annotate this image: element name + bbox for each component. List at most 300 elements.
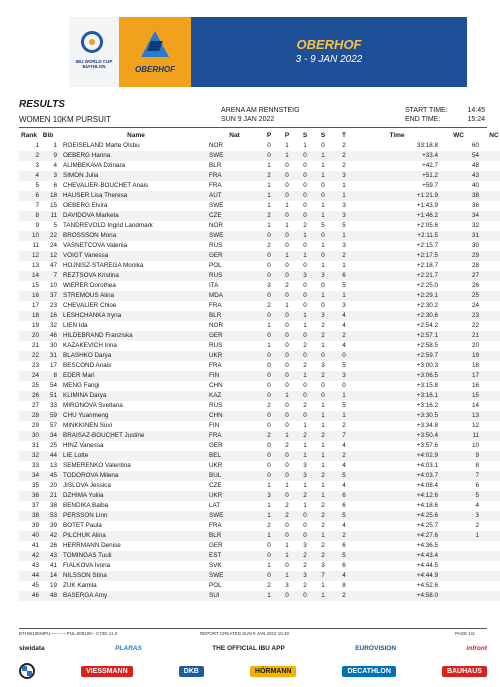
cell-s1: 0 [303,382,307,389]
cell-bib: 33 [49,402,57,409]
cell-p2: 1 [285,302,289,309]
cell-s1: 0 [296,351,314,361]
cell-rank: 16 [19,291,39,301]
sponsor-viessmann: VIESSMANN [81,666,133,677]
cell-name: MENG Fangi [63,382,100,389]
cell-wc [438,591,479,601]
table-row [19,351,500,361]
footer-code: BTHW10KMPU-----------FNL-000100-- C73D v1.0 [19,631,118,636]
cell-nat: BLR [209,162,222,169]
cell-nat: FIN [209,371,260,381]
sponsor-dkb: DKB [179,666,204,677]
table-row [19,421,500,431]
cell-bib: 14 [39,571,60,581]
cell-nc [479,431,500,441]
cell-bib: 32 [49,322,57,329]
cell-total: 2 [332,451,356,461]
cell-p2: 0 [285,162,289,169]
table-row [19,381,500,391]
cell-nc [479,141,500,151]
cell-rank: 26 [19,391,39,401]
cell-nc [479,461,500,471]
cell-wc: 22 [471,322,479,329]
cell-total: 4 [342,522,346,529]
cell-nc [479,471,500,481]
cell-p1: 2 [267,302,271,309]
cell-total: 6 [342,562,346,569]
cell-wc: 27 [438,271,479,281]
cell-nat: AUT [209,191,260,201]
col-p1: P [266,132,272,139]
cell-time: +2:15.7 [416,242,438,249]
cell-s2: 2 [314,371,332,381]
cell-p2: 0 [278,531,296,541]
cell-nc [479,591,500,601]
cell-nat: RUS [209,402,223,409]
cell-total: 3 [332,371,356,381]
cell-nc [479,271,500,281]
cell-nc [479,481,500,491]
cell-s1: 1 [296,371,314,381]
cell-s2: 1 [314,211,332,221]
cell-s1: 0 [296,151,314,161]
end-time-label: END TIME: [405,116,441,123]
cell-s1: 2 [303,222,307,229]
cell-s2: 2 [314,431,332,441]
cell-rank: 28 [19,411,39,421]
cell-p1: 0 [267,142,271,149]
cell-wc: 13 [438,411,479,421]
table-row [19,301,500,311]
cell-bib: 3 [39,171,60,181]
time-block [405,106,485,124]
cell-p2: 0 [278,271,296,281]
cell-p2: 1 [278,431,296,441]
cell-s2: 3 [314,271,332,281]
cell-bib: 16 [39,311,60,321]
cell-total: 5 [332,471,356,481]
cell-total: 5 [342,402,346,409]
cell-wc: 16 [471,382,479,389]
cell-rank: 46 [19,591,39,601]
cell-time: +2:30.2 [416,302,438,309]
cell-p1: 1 [267,322,271,329]
cell-total: 6 [332,271,356,281]
cell-p1: 1 [267,502,271,509]
oberhof-mark-icon [141,31,169,57]
cell-p2: 0 [285,182,289,189]
cell-s2: 1 [321,342,325,349]
cell-total: 4 [332,311,356,321]
cell-rank: 3 [35,162,39,169]
cell-p1: 0 [260,291,278,301]
table-row [19,311,500,321]
cell-wc: 38 [438,191,479,201]
cell-total: 2 [342,162,346,169]
cell-bib: 31 [39,351,60,361]
cell-p1: 1 [267,202,271,209]
table-row [19,461,500,471]
table-row [19,391,500,401]
cell-rank: 9 [35,222,39,229]
cell-wc: 29 [438,251,479,261]
col-bib: Bib [42,132,54,139]
cell-bib: 48 [39,591,60,601]
footer-report: REPORT CREATED SUN 9 JAN 2022 15:40 [200,631,290,636]
cell-bib: 12 [39,251,60,261]
cell-bib: 30 [49,342,57,349]
cell-nat: SWE [209,202,224,209]
cell-nc [479,411,500,421]
cell-p1: 0 [267,362,271,369]
cell-time: +2:25.0 [416,282,438,289]
cell-p2: 0 [285,362,289,369]
oberhof-logo-text: OBERHOF [135,65,175,74]
cell-p1: 0 [260,231,278,241]
cell-rank: 21 [31,342,39,349]
cell-wc: 2 [475,522,479,529]
cell-s1: 0 [303,262,307,269]
cell-nc [479,511,500,521]
cell-s1: 0 [296,591,314,601]
cell-rank: 43 [31,562,39,569]
oberhof-logo [119,17,191,87]
cell-s1: 2 [303,562,307,569]
cell-wc: 5 [438,491,479,501]
cell-nc [479,241,500,251]
cell-p1: 2 [267,582,271,589]
cell-s1: 2 [303,362,307,369]
cell-nc [479,541,500,551]
cell-bib: 53 [39,511,60,521]
cell-s1: 2 [296,491,314,501]
cell-time: +33.4 [356,151,438,161]
cell-nc [479,521,500,531]
cell-p2: 0 [278,471,296,481]
cell-nat: ITA [209,282,219,289]
cell-p1: 0 [260,331,278,341]
cell-bib: 44 [39,451,60,461]
table-row [19,171,500,181]
sponsor-plaras: PLARAS [115,644,142,652]
cell-wc: 40 [471,182,479,189]
cell-total: 3 [342,302,346,309]
cell-s2: 1 [314,411,332,421]
cell-time: +3:00.3 [416,362,438,369]
cell-time: +4:25.6 [356,511,438,521]
cell-rank: 31 [31,442,39,449]
cell-wc: 21 [438,331,479,341]
sponsor-row-1 [19,640,487,656]
cell-rank: 32 [19,451,39,461]
table-row [19,371,500,381]
cell-s2: 0 [314,231,332,241]
cell-nat: FRA [209,362,222,369]
table-row [19,561,500,571]
cell-p2: 0 [278,411,296,421]
cell-p1: 0 [267,462,271,469]
cell-time: +3:16.1 [356,391,438,401]
cell-s2: 3 [314,311,332,321]
cell-s1: 1 [303,502,307,509]
cell-rank: 40 [19,531,39,541]
cell-p2: 1 [285,142,289,149]
cell-p2: 0 [278,211,296,221]
cell-time: +2:59.7 [356,351,438,361]
cell-p2: 0 [285,522,289,529]
cell-nc [479,201,500,211]
cell-total: 4 [342,462,346,469]
cell-p1: 3 [267,282,271,289]
cell-rank: 11 [32,242,39,249]
cell-nat: MDA [209,291,260,301]
cell-s2: 1 [321,482,325,489]
cell-rank: 34 [19,471,39,481]
cell-p2: 0 [278,191,296,201]
cell-wc: 25 [438,291,479,301]
cell-p1: 2 [260,431,278,441]
cell-wc: 36 [471,202,479,209]
cell-wc: 9 [438,451,479,461]
cell-time: +1:21.9 [356,191,438,201]
cell-rank: 25 [31,382,39,389]
cell-nat: FRA [209,302,222,309]
cell-p2: 1 [285,222,289,229]
cell-name: VASNETCOVA Valeriia [63,242,128,249]
cell-rank: 1 [35,142,39,149]
cell-s2: 1 [314,591,332,601]
cell-bib: 57 [49,422,57,429]
cell-p1: 1 [267,182,271,189]
cell-rank: 38 [19,511,39,521]
cell-s2: 1 [321,162,325,169]
cell-s2: 0 [314,391,332,401]
cell-p1: 0 [260,471,278,481]
cell-rank: 27 [31,402,39,409]
cell-p2: 0 [278,591,296,601]
cell-wc: 11 [438,431,479,441]
cell-name: VOIGT Vanessa [60,251,209,261]
cell-p2: 1 [278,551,296,561]
cell-time: +3:57.6 [416,442,438,449]
cell-total: 4 [342,442,346,449]
cell-s2: 5 [321,222,325,229]
cell-wc: 3 [438,511,479,521]
cell-total: 3 [342,202,346,209]
table-row [19,451,500,461]
cell-s2: 0 [321,382,325,389]
cell-total: 4 [332,571,356,581]
cell-time: +4:44.9 [356,571,438,581]
cell-s2: 1 [314,151,332,161]
cell-nat: SUI [209,591,260,601]
table-row [19,531,500,541]
cell-p2: 1 [285,542,289,549]
cell-name: EDER Mari [60,371,209,381]
cell-time: +59.7 [422,182,438,189]
cell-s1: 0 [303,162,307,169]
cell-bib: 7 [39,271,60,281]
cell-name: PERSSON Linn [60,511,209,521]
cell-s1: 2 [296,431,314,441]
table-row [19,231,500,241]
cell-s2: 2 [314,331,332,341]
cell-p2: 0 [285,422,289,429]
table-row [19,441,500,451]
cell-name: NILSSON Stina [60,571,209,581]
cell-nat: POL [209,582,222,589]
cell-nat: BUL [209,471,260,481]
cell-bib: 20 [49,482,57,489]
cell-total: 1 [332,411,356,421]
cell-nc [479,331,500,341]
cell-nat: FRA [209,431,260,441]
cell-total: 2 [342,142,346,149]
cell-rank: 20 [19,331,39,341]
cell-s1: 0 [296,331,314,341]
cell-time: +1:43.9 [416,202,438,209]
cell-wc: 18 [471,362,479,369]
cell-name: HAUSER Lisa Theresa [60,191,209,201]
cell-s1: 0 [303,522,307,529]
cell-nc [479,161,500,171]
cell-nat: GER [209,442,223,449]
cell-time: +3:34.8 [416,422,438,429]
table-row [19,571,500,581]
cell-p2: 0 [278,451,296,461]
cell-rank: 42 [19,551,39,561]
cell-rank: 2 [19,151,39,161]
cell-nat: GER [209,542,223,549]
cell-s2: 0 [321,282,325,289]
cell-bib: 11 [39,211,60,221]
cell-rank: 5 [35,182,39,189]
cell-total: 3 [342,242,346,249]
cell-p1: 0 [260,371,278,381]
cell-name: BENDIKA Baiba [63,502,109,509]
cell-name: LIE Lotte [60,451,209,461]
cell-nc [479,361,500,371]
cell-rank: 35 [31,482,39,489]
cell-name: SIMON Julia [60,171,209,181]
cell-nat: GER [209,331,260,341]
cell-s1: 0 [296,511,314,521]
table-row [19,401,500,411]
cell-bib: 23 [49,302,57,309]
cell-time: 33:18.8 [416,142,438,149]
cell-s1: 0 [303,202,307,209]
cell-total: 5 [342,222,346,229]
cell-total: 5 [342,282,346,289]
cell-bib: 41 [49,562,57,569]
col-total: T [342,132,346,139]
cell-s1: 0 [296,211,314,221]
cell-s1: 1 [296,451,314,461]
cell-name: STREMOUS Alina [60,291,209,301]
cell-p1: 0 [260,571,278,581]
cell-p2: 0 [285,322,289,329]
cell-wc [438,571,479,581]
cell-name: TODOROVA Milena [60,471,209,481]
cell-name: LIEN Ida [63,322,88,329]
end-time: 15:24 [467,116,485,123]
cell-bib: 51 [39,391,60,401]
cell-s2: 1 [314,491,332,501]
cell-name: DZHIMA Yuliia [60,491,209,501]
table-row [19,481,500,491]
cell-s1: 2 [303,342,307,349]
ibu-logo [69,17,119,87]
cell-s2: 2 [314,511,332,521]
cell-wc: 43 [438,171,479,181]
table-row [19,161,500,171]
cell-total: 2 [332,591,356,601]
table-row [19,141,500,151]
cell-p1: 2 [260,211,278,221]
table-row [19,151,500,161]
cell-s1: 0 [296,191,314,201]
cell-bib: 21 [39,491,60,501]
cell-time: +51.2 [356,171,438,181]
cell-p2: 2 [285,282,289,289]
cell-name: HERRMANN Denise [63,542,121,549]
event-banner [69,17,467,87]
cell-nat: RUS [209,342,223,349]
cell-rank: 10 [19,231,39,241]
cell-time: +2:57.1 [356,331,438,341]
cell-nat: FRA [209,171,260,181]
cell-s1: 0 [296,531,314,541]
cell-bib: 43 [39,551,60,561]
cell-rank: 13 [31,262,39,269]
table-row [19,241,500,251]
cell-name: LESHCHANKA Iryna [60,311,209,321]
cell-wc: 19 [438,351,479,361]
cell-p1: 0 [267,442,271,449]
cell-p2: 0 [285,562,289,569]
col-time: Time [389,132,405,139]
cell-time: +2:30.6 [356,311,438,321]
venue-name: ARENA AM RENNSTEIG [221,107,300,114]
cell-nc [479,371,500,381]
cell-bib: 54 [49,382,57,389]
cell-p2: 0 [278,371,296,381]
divider [19,127,487,128]
table-row [19,411,500,421]
cell-rank: 37 [31,502,39,509]
cell-wc: 10 [471,442,479,449]
bmw-logo-icon [19,663,35,679]
cell-nat: CZE [209,211,260,221]
table-row [19,471,500,481]
results-table [19,130,500,601]
cell-name: MIRONOVA Svetlana [63,402,123,409]
sponsor-siwidata: siwidata [19,644,45,652]
cell-s2: 7 [314,571,332,581]
table-row [19,431,500,441]
cell-nat: RUS [209,271,260,281]
cell-time: +3:30.5 [356,411,438,421]
cell-p2: 1 [278,151,296,161]
cell-name: BASERGA Amy [60,591,209,601]
cell-nc [479,311,500,321]
cell-s1: 0 [296,411,314,421]
cell-p1: 0 [260,251,278,261]
cell-s1: 0 [303,282,307,289]
cell-bib: 4 [53,162,57,169]
cell-wc: 24 [471,302,479,309]
cell-p1: 1 [267,222,271,229]
